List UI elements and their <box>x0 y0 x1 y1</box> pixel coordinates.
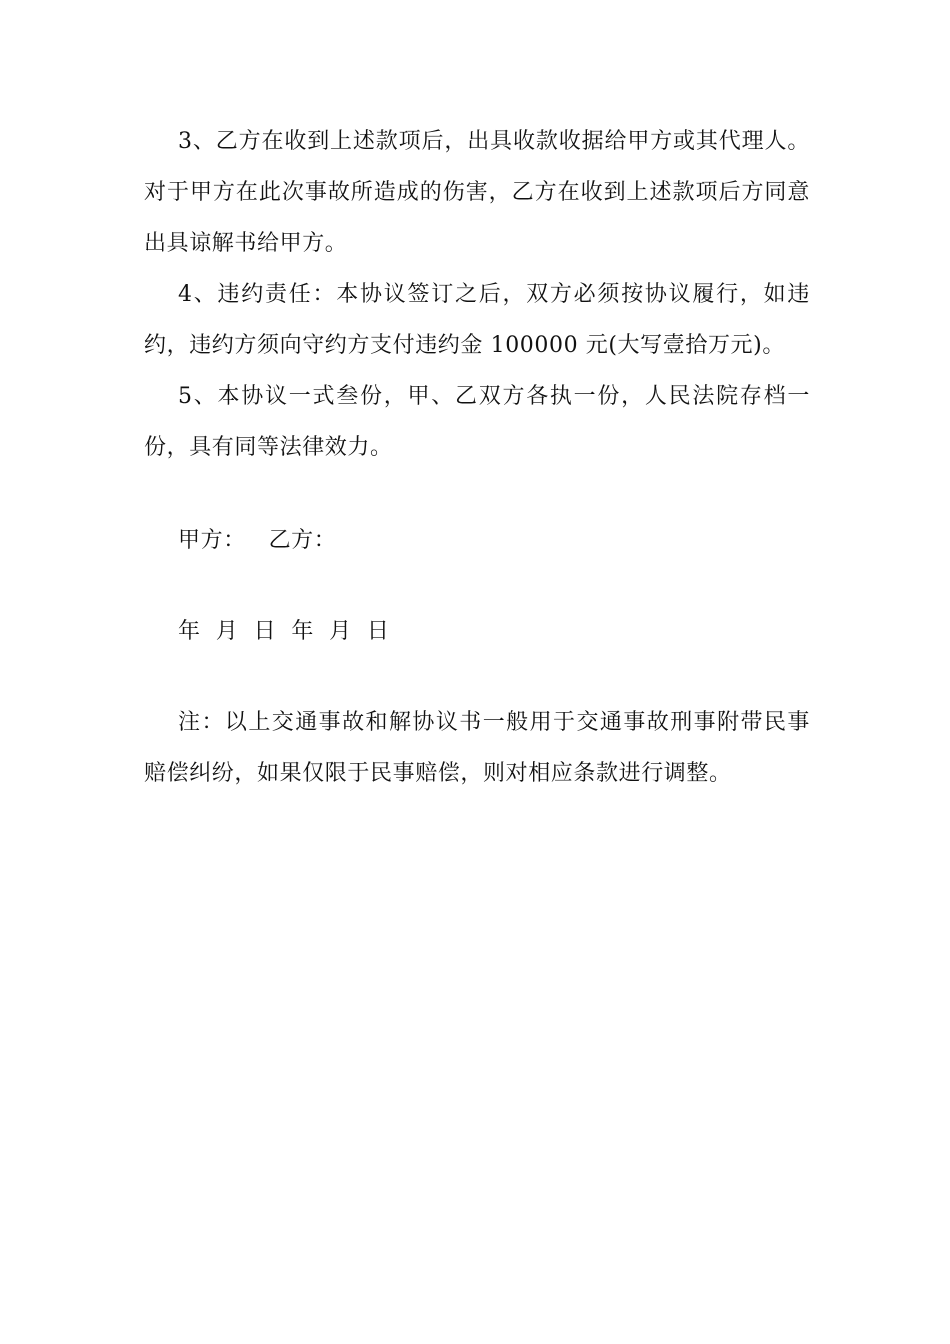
clause-5: 5、本协议一式叁份，甲、乙双方各执一份，人民法院存档一份，具有同等法律效力。 <box>144 384 810 460</box>
note-paragraph: 注：以上交通事故和解协议书一般用于交通事故刑事附带民事赔偿纠纷，如果仅限于民事赔偿，则对相应条款进行调整。 <box>144 710 810 786</box>
date-line: 年 月 日 年 月 日 <box>178 619 390 644</box>
spacer <box>144 657 810 697</box>
spacer <box>144 566 810 606</box>
clause-3: 3、乙方在收到上述款项后，出具收款收据给甲方或其代理人。对于甲方在此次事故所造成的伤害，乙方在收到上述款项后方同意出具谅解书给甲方。 <box>144 129 810 256</box>
clause-4: 4、违约责任：本协议签订之后，双方必须按协议履行，如违约，违约方须向守约方支付违约金 100000 元(大写壹拾万元)。 <box>144 282 810 358</box>
spacer <box>144 473 810 515</box>
document-body <box>144 116 810 799</box>
signature-parties-line: 甲方： 乙方： <box>178 528 337 553</box>
